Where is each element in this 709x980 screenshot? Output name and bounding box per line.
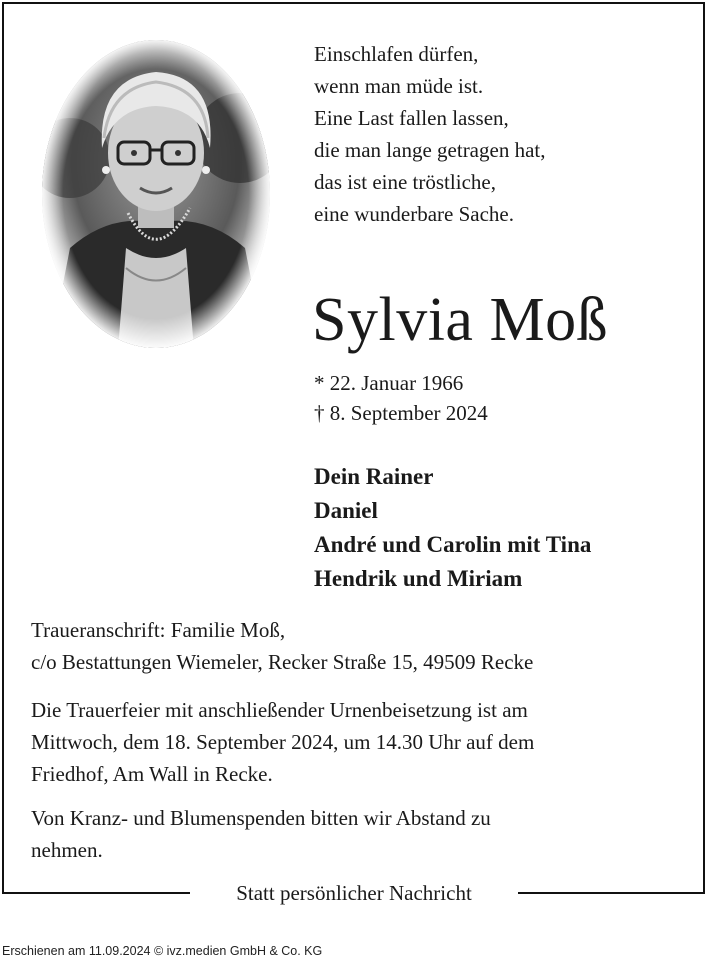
flowers-request [31,802,691,866]
death-date: † 8. September 2024 [314,401,488,425]
ceremony-info [31,694,691,790]
portrait-photo [40,38,272,350]
deceased-name: Sylvia Moß [312,286,609,354]
mourning-address [31,614,691,678]
poem-line: Einschlafen dürfen, [314,42,479,66]
life-dates [314,368,694,428]
poem-line: Eine Last fallen lassen, [314,106,509,130]
flowers-line: Von Kranz- und Blumenspenden bitten wir Abstand zu [31,806,491,830]
mourner: André und Carolin mit Tina [314,532,592,557]
address-line: Traueranschrift: Familie Moß, [31,618,286,642]
mourner: Dein Rainer [314,464,434,489]
birth-date: * 22. Januar 1966 [314,371,464,395]
mourner: Hendrik und Miriam [314,566,523,591]
poem [314,38,694,230]
flowers-line: nehmen. [31,838,103,862]
mourners-list [314,460,704,596]
ceremony-line: Die Trauerfeier mit anschließender Urnenbeisetzung ist am [31,698,528,722]
poem-line: die man lange getragen hat, [314,138,546,162]
footer-caption: Statt persönlicher Nachricht [236,881,472,905]
poem-line: eine wunderbare Sache. [314,202,514,226]
ceremony-line: Mittwoch, dem 18. September 2024, um 14.30 Uhr auf dem [31,730,535,754]
ceremony-line: Friedhof, Am Wall in Recke. [31,762,273,786]
address-line: c/o Bestattungen Wiemeler, Recker Straße 15, 49509 Recke [31,650,534,674]
poem-line: wenn man müde ist. [314,74,484,98]
publication-imprint: Erschienen am 11.09.2024 © ivz.medien GmbH & Co. KG [2,944,323,958]
mourner: Daniel [314,498,378,523]
poem-line: das ist eine tröstliche, [314,170,496,194]
